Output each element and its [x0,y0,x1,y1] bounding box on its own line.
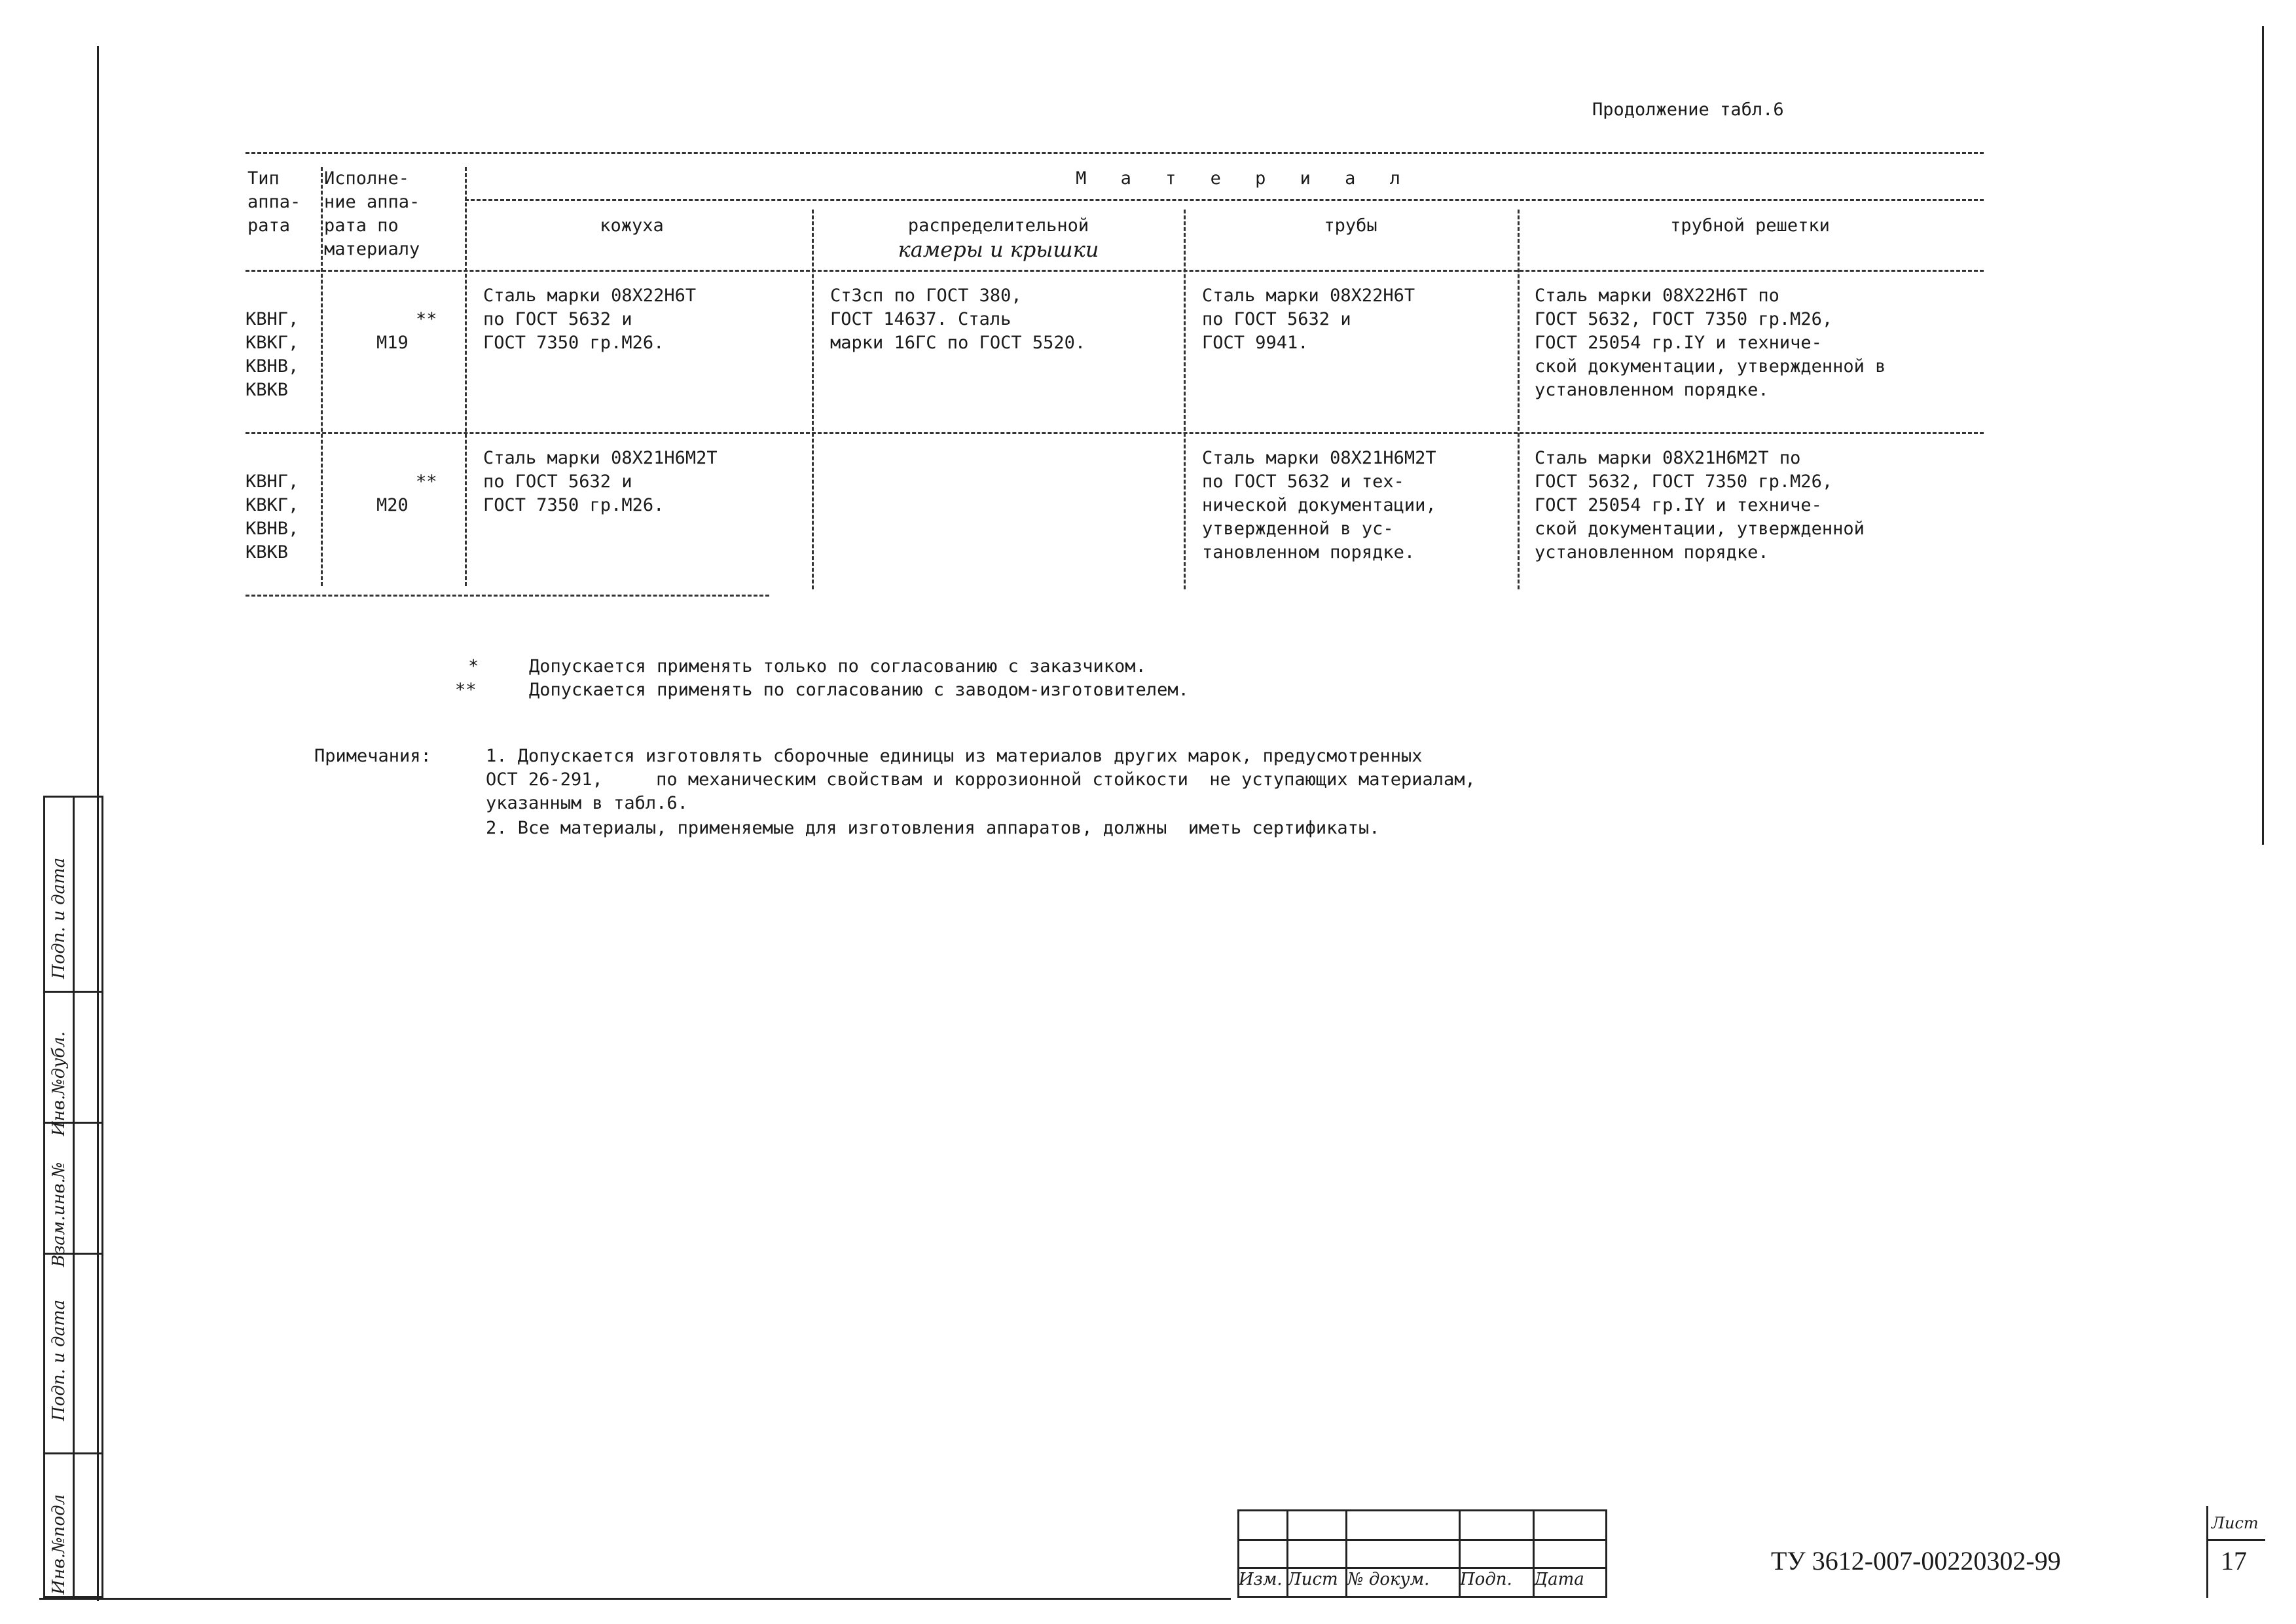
row1-pipes: Сталь марки 08Х22Н6Т по ГОСТ 5632 и ГОСТ 9941. [1202,286,1415,353]
notes-line-3: указанным в табл.6. [486,793,688,813]
header-pipes: трубы [1324,215,1377,236]
row1-mark: ** [416,309,437,329]
bottom-frame-border [39,1598,1231,1600]
sheet-box-divider [2206,1539,2265,1541]
table-bottom-rule [246,595,769,597]
row1-types: КВНГ, КВКГ, КВНВ, КВКВ [246,309,299,400]
header-material: М а т е р и а л [1076,168,1412,189]
row1-tube-sheet: Сталь марки 08Х22Н6Т по ГОСТ 5632, ГОСТ 7350 гр.М26, ГОСТ 25054 гр.IY и техниче- ской документации, утвержденной в установленном порядке. [1535,286,1886,400]
col-divider-4 [1184,210,1186,589]
notes-label: Примечания: [314,746,431,766]
col-divider-5 [1518,210,1520,589]
header-distributor-handwritten: камеры и крышки [898,237,1099,262]
header-variant: Исполне- ние аппа- рата по материалу [324,168,420,259]
row2-mark: ** [416,471,437,492]
side-stamp-divider [73,798,75,1596]
document-designation: ТУ 3612-007-00220302-99 [1771,1546,2061,1576]
side-stamp-podp-data-2: Подп. и дата [49,1299,69,1421]
row2-variant: М20 [376,495,409,515]
right-frame-border [2262,26,2264,845]
footnote-1-mark: * [468,656,479,676]
side-stamp-vzam-inv: Взам.инв.№ [49,1162,69,1267]
footnote-1-text: Допускается применять только по согласованию с заказчиком. [529,656,1146,676]
header-tube-sheet: трубной решетки [1670,215,1830,236]
header-type: Тип аппа- рата [247,168,301,236]
table-top-rule [246,152,1984,154]
side-stamp-inv-dubl: Инв.№дубл. [49,1031,69,1136]
sheet-label: Лист [2212,1514,2259,1532]
header-distributor: распределительной [907,215,1089,236]
notes-line-4: 2. Все материалы, применяемые для изготовления аппаратов, должны иметь сертификаты. [486,818,1380,838]
title-block-row-2 [1239,1567,1605,1569]
side-stamp-podp-data: Подп. и дата [49,857,69,979]
notes-line-2: ОСТ 26-291, по механическим свойствам и коррозионной стойкости не уступающих материалам, [486,769,1476,790]
header-casing: кожуха [600,215,664,236]
title-block-row-1 [1239,1539,1605,1541]
sheet-box-left [2206,1506,2208,1598]
footnote-2-text: Допускается применять по согласованию с заводом-изготовителем. [529,680,1189,700]
row2-tube-sheet: Сталь марки 08Х21Н6М2Т по ГОСТ 5632, ГОСТ 7350 гр.М26, ГОСТ 25054 гр.IY и техниче- ской документации, утвержденной установленном порядке. [1535,448,1865,563]
col-divider-2 [465,167,467,586]
row1-casing: Сталь марки 08Х22Н6Т по ГОСТ 5632 и ГОСТ 7350 гр.М26. [483,286,697,353]
title-block-dokum: № докум. [1347,1570,1430,1589]
notes-line-1: 1. Допускается изготовлять сборочные единицы из материалов других марок, предусмотренных [486,746,1423,766]
title-block-podp: Подп. [1460,1570,1512,1589]
row2-types: КВНГ, КВКГ, КВНВ, КВКВ [246,471,299,563]
title-block-data: Дата [1534,1570,1584,1589]
continuation-label: Продолжение табл.6 [1592,100,1784,120]
col-divider-1 [321,167,323,586]
row1-bottom-rule [246,432,1984,434]
title-block-list: Лист [1287,1570,1338,1589]
material-header-rule [465,199,1984,201]
row1-distributor: Ст3сп по ГОСТ 380, ГОСТ 14637. Сталь марки 16ГС по ГОСТ 5520. [830,286,1086,353]
footnote-2-mark: ** [455,680,477,700]
row1-variant: М19 [376,333,409,353]
title-block-izm: Изм. [1239,1570,1283,1589]
col-divider-3 [812,210,814,589]
side-stamp-inv-podl: Инв.№подл [49,1494,69,1595]
header-bottom-rule [246,270,1984,272]
row2-casing: Сталь марки 08Х21Н6М2Т по ГОСТ 5632 и ГОСТ 7350 гр.М26. [483,448,718,515]
row2-pipes: Сталь марки 08Х21Н6М2Т по ГОСТ 5632 и тех- нической документации, утвержденной в ус- тановленном порядке. [1202,448,1436,563]
sheet-number: 17 [2221,1546,2247,1576]
